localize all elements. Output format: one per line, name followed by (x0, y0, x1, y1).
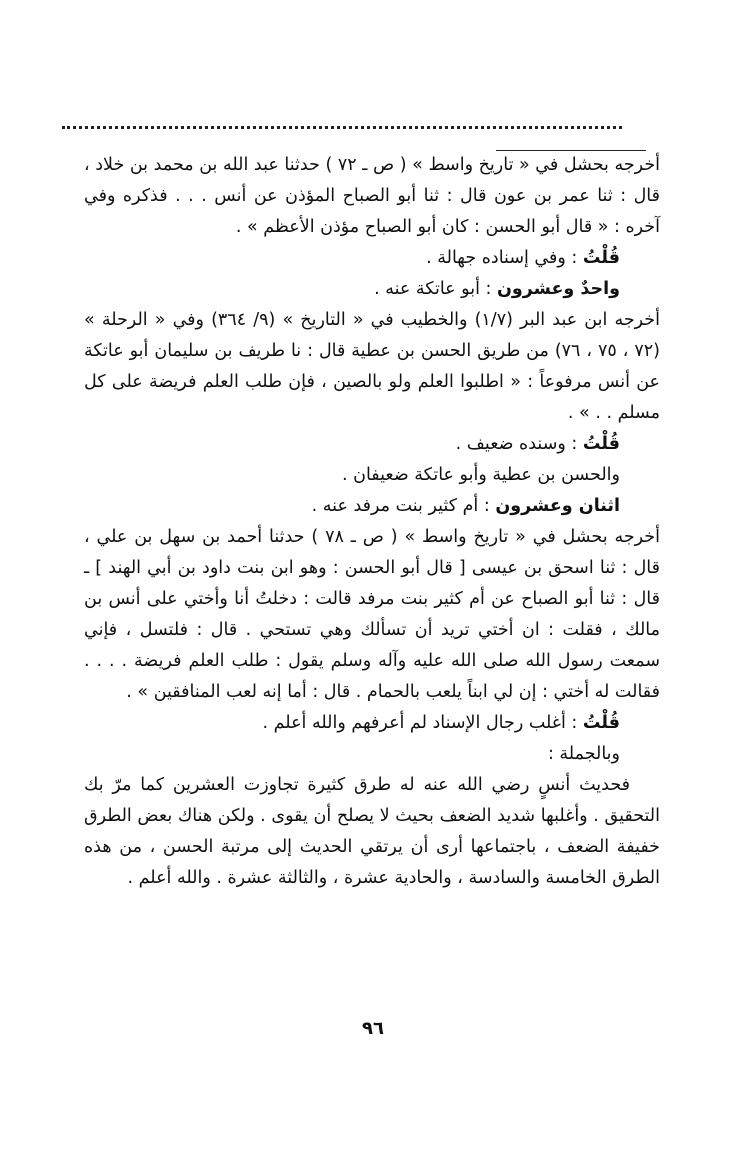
page-number: ٩٦ (362, 1018, 384, 1039)
page-body (84, 150, 660, 894)
paragraph-ibn-abd-albarr: أخرجه ابن عبد البر (١/٧) والخطيب في « التاريخ » (٩/ ٣٦٤) وفي « الرحلة » (٧٢ ، ٧٥ ، ٧٦) من طريق الحسن بن عطية قال : نا طريف بن سليمان أبو عاتكة عن أنس مرفوعاً : « اطلبوا العلم ولو بالصين ، فإن طلب العلم فريضة على كل مسلم . . » . (84, 310, 660, 423)
qultu-label: قُلْتُ (582, 434, 620, 454)
section-number-label: اثنان وعشرون (495, 496, 620, 516)
qultu-text: : وسنده ضعيف . (455, 434, 578, 454)
paragraph-conclusion: فحديث أنسٍ رضي الله عنه له طرق كثيرة تجاوزت العشرين كما مرّ بك التحقيق . وأغلبها شديد الضعف بحيث لا يصلح أن يقوى . ولكن هناك بعض الطرق خفيفة الضعف ، باجتماعها أرى أن يرتقي الحديث إلى مرتبة الحسن ، من هذه الطرق الخامسة والسادسة ، والحادية عشرة ، والثالثة عشرة . والله أعلم . (84, 775, 660, 888)
section-number-label: واحدٌ وعشرون (496, 279, 620, 299)
paragraph-bahshal-takhrij: أخرجه بحشل في « تاريخ واسط » ( ص ـ ٧٢ ) حدثنا عبد الله بن محمد بن خلاد ، قال : ثنا عمر بن عون قال : ثنا أبو الصباح المؤذن عن أنس . . . فذكره وفي آخره : « قال أبو الحسن : كان أبو الصباح مؤذن الأعظم » . (84, 155, 660, 237)
dotted-separator (62, 126, 622, 129)
qultu-label: قُلْتُ (582, 248, 620, 268)
heading-twenty-two (84, 491, 660, 522)
heading-twenty-one (84, 274, 660, 305)
section-narrator: : أبو عاتكة عنه . (374, 279, 492, 299)
qultu-label: قُلْتُ (582, 713, 620, 733)
qultu-text: : أغلب رجال الإسناد لم أعرفهم والله أعلم . (262, 713, 578, 733)
paragraph-summary-heading: وبالجملة : (547, 744, 620, 764)
qultu-text: : وفي إسناده جهالة . (426, 248, 578, 268)
paragraph-qultu-jahala (84, 243, 660, 274)
section-narrator: : أم كثير بنت مرفد عنه . (311, 496, 490, 516)
paragraph-qultu-rijal (84, 708, 660, 739)
paragraph-qultu-daeef (84, 429, 660, 460)
paragraph-daeefan: والحسن بن عطية وأبو عاتكة ضعيفان . (341, 465, 620, 485)
paragraph-bahshal-umm-kathir: أخرجه بحشل في « تاريخ واسط » ( ص ـ ٧٨ ) حدثنا أحمد بن سهل بن علي ، قال : ثنا اسحق بن عيسى [ قال أبو الحسن : وهو ابن بنت داود بن أبي الهند ] ـ قال : ثنا أبو الصباح عن أم كثير بنت مرفد قالت : دخلتُ أنا وأختي على أنس بن مالك ، فقلت : ان أختي تريد أن تسألك وهي تستحي . قال : فلتسل ، فإني سمعت رسول الله صلى الله عليه وآله وسلم يقول : طلب العلم فريضة . . . . فقالت له أختي : إن لي ابناً يلعب بالحمام . قال : أما إنه لعب المنافقين » . (84, 527, 660, 702)
